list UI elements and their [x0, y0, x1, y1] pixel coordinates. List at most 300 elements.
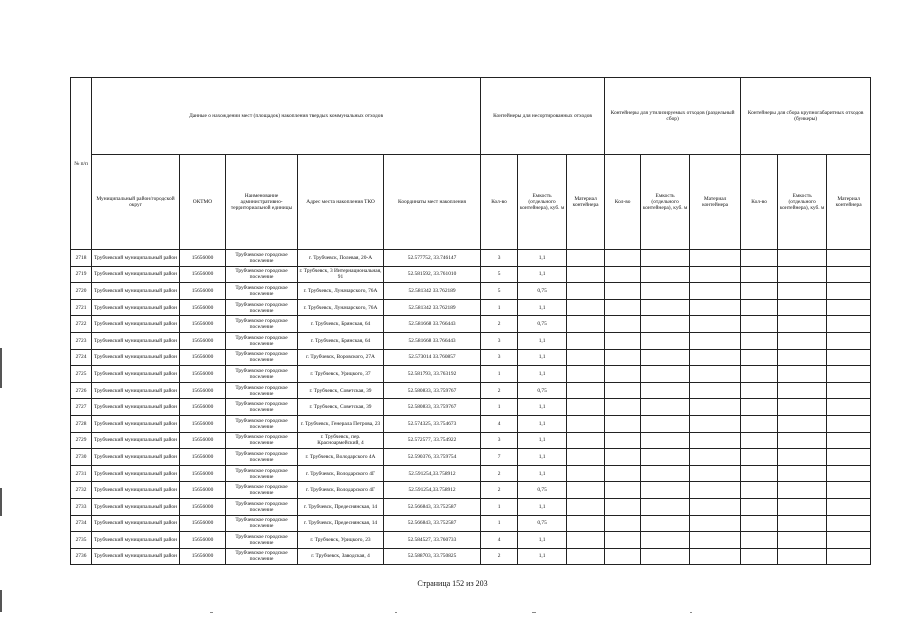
- address-cell: г. Трубчевск, 3 Интернациональная, 91: [298, 266, 384, 283]
- empty-cell: [778, 432, 827, 449]
- municipality-cell: Трубчевский муниципальный район: [92, 332, 180, 349]
- empty-cell: [605, 465, 641, 482]
- capacity-cell: 1,1: [518, 266, 567, 283]
- oktmo-cell: 15656000: [180, 266, 226, 283]
- qty-cell: 1: [481, 498, 518, 515]
- municipality-cell: Трубчевский муниципальный район: [92, 316, 180, 333]
- row-number: 2726: [71, 382, 92, 399]
- empty-cell: [741, 532, 778, 549]
- table-row: [71, 548, 871, 565]
- empty-cell: [741, 283, 778, 300]
- empty-cell: [827, 250, 871, 267]
- empty-cell: [567, 415, 605, 432]
- empty-cell: [827, 266, 871, 283]
- empty-cell: [827, 349, 871, 366]
- empty-cell: [641, 532, 690, 549]
- header-material-bulky: Материал контейнера: [827, 155, 871, 250]
- empty-cell: [827, 498, 871, 515]
- empty-cell: [567, 250, 605, 267]
- municipality-cell: Трубчевский муниципальный район: [92, 283, 180, 300]
- empty-cell: [778, 316, 827, 333]
- address-cell: г. Трубчевск, Генерала Петрова, 23: [298, 415, 384, 432]
- empty-cell: [605, 283, 641, 300]
- qty-cell: 3: [481, 432, 518, 449]
- empty-cell: [567, 299, 605, 316]
- empty-cell: [827, 299, 871, 316]
- coordinates-cell: 52.573014 33.760857: [384, 349, 481, 366]
- empty-cell: [827, 432, 871, 449]
- address-cell: г. Трубчевск, Заводская, 4: [298, 548, 384, 565]
- qty-cell: 1: [481, 515, 518, 532]
- row-number: 2728: [71, 415, 92, 432]
- empty-cell: [827, 382, 871, 399]
- qty-cell: 5: [481, 266, 518, 283]
- empty-cell: [741, 482, 778, 499]
- oktmo-cell: 15656000: [180, 515, 226, 532]
- oktmo-cell: 15656000: [180, 532, 226, 549]
- settlement-cell: Трубчевское городское поселение: [226, 449, 298, 466]
- empty-cell: [690, 399, 741, 416]
- table-row: [71, 482, 871, 499]
- empty-cell: [690, 449, 741, 466]
- municipality-cell: Трубчевский муниципальный район: [92, 366, 180, 383]
- empty-cell: [605, 399, 641, 416]
- empty-cell: [741, 332, 778, 349]
- capacity-cell: 1,1: [518, 548, 567, 565]
- municipality-cell: Трубчевский муниципальный район: [92, 432, 180, 449]
- row-number: 2721: [71, 299, 92, 316]
- settlement-cell: Трубчевское городское поселение: [226, 332, 298, 349]
- capacity-cell: 1,1: [518, 250, 567, 267]
- address-cell: г. Трубчевск, Предеснянская, 14: [298, 498, 384, 515]
- row-number: 2736: [71, 548, 92, 565]
- address-cell: г. Трубчевск, Предеснянская, 14: [298, 515, 384, 532]
- header-material-unsorted: Материал контейнера: [567, 155, 605, 250]
- address-cell: г. Трубчевск, Луначарского, 76А: [298, 299, 384, 316]
- capacity-cell: 1,1: [518, 399, 567, 416]
- coordinates-cell: 52.590376, 33.759754: [384, 449, 481, 466]
- empty-cell: [827, 532, 871, 549]
- empty-cell: [605, 532, 641, 549]
- header-bulky-containers: Контейнеры для сбора крупногабаритных отходов (бункеры): [741, 78, 871, 155]
- address-cell: г. Трубчевск, Полевая, 20-А: [298, 250, 384, 267]
- table-row: [71, 532, 871, 549]
- empty-cell: [641, 449, 690, 466]
- empty-cell: [605, 299, 641, 316]
- empty-cell: [567, 465, 605, 482]
- oktmo-cell: 15656000: [180, 316, 226, 333]
- coordinates-cell: 52.581342 33.762189: [384, 299, 481, 316]
- empty-cell: [741, 250, 778, 267]
- empty-cell: [567, 532, 605, 549]
- address-cell: г. Трубчевск, пер. Красноармейский, 4: [298, 432, 384, 449]
- settlement-cell: Трубчевское городское поселение: [226, 250, 298, 267]
- empty-cell: [690, 349, 741, 366]
- header-oktmo: ОКТМО: [180, 155, 226, 250]
- empty-cell: [690, 250, 741, 267]
- empty-cell: [641, 432, 690, 449]
- empty-cell: [567, 449, 605, 466]
- empty-cell: [778, 399, 827, 416]
- row-number: 2731: [71, 465, 92, 482]
- qty-cell: 3: [481, 250, 518, 267]
- empty-cell: [778, 465, 827, 482]
- empty-cell: [641, 283, 690, 300]
- table-row: [71, 366, 871, 383]
- address-cell: г. Трубчевск, Урицкого, 23: [298, 532, 384, 549]
- coordinates-cell: 52.588703, 33.750825: [384, 548, 481, 565]
- empty-cell: [741, 449, 778, 466]
- empty-cell: [741, 266, 778, 283]
- coordinates-cell: 52.577752, 33.746147: [384, 250, 481, 267]
- header-recyclable-containers: Контейнеры для утилизируемых отходов (раздельный сбор): [605, 78, 741, 155]
- municipality-cell: Трубчевский муниципальный район: [92, 250, 180, 267]
- empty-cell: [690, 482, 741, 499]
- empty-cell: [827, 482, 871, 499]
- header-unsorted-containers: Контейнеры для несортированных отходов: [481, 78, 605, 155]
- empty-cell: [827, 548, 871, 565]
- empty-cell: [567, 482, 605, 499]
- capacity-cell: 1,1: [518, 415, 567, 432]
- oktmo-cell: 15656000: [180, 548, 226, 565]
- empty-cell: [641, 465, 690, 482]
- capacity-cell: 1,1: [518, 299, 567, 316]
- empty-cell: [641, 415, 690, 432]
- empty-cell: [567, 366, 605, 383]
- empty-cell: [778, 332, 827, 349]
- settlement-cell: Трубчевское городское поселение: [226, 432, 298, 449]
- header-address: Адрес места накопления ТКО: [298, 155, 384, 250]
- empty-cell: [690, 366, 741, 383]
- empty-cell: [605, 515, 641, 532]
- header-settlement: Наименование административно-территориальной единицы: [226, 155, 298, 250]
- settlement-cell: Трубчевское городское поселение: [226, 316, 298, 333]
- address-cell: г. Трубчевск, Брянская, 64: [298, 316, 384, 333]
- empty-cell: [741, 465, 778, 482]
- empty-cell: [690, 548, 741, 565]
- empty-cell: [827, 316, 871, 333]
- oktmo-cell: 15656000: [180, 498, 226, 515]
- table-body: [71, 250, 871, 565]
- address-cell: г. Трубчевск, Советская, 39: [298, 382, 384, 399]
- settlement-cell: Трубчевское городское поселение: [226, 548, 298, 565]
- row-number: 2735: [71, 532, 92, 549]
- tko-registry-table: [70, 77, 871, 565]
- empty-cell: [641, 299, 690, 316]
- left-scan-edge: [0, 348, 2, 388]
- oktmo-cell: 15656000: [180, 415, 226, 432]
- oktmo-cell: 15656000: [180, 332, 226, 349]
- empty-cell: [741, 548, 778, 565]
- header-qty-bulky: Кол-во: [741, 155, 778, 250]
- municipality-cell: Трубчевский муниципальный район: [92, 498, 180, 515]
- empty-cell: [778, 382, 827, 399]
- table-row: [71, 515, 871, 532]
- empty-cell: [567, 382, 605, 399]
- table-row: [71, 465, 871, 482]
- qty-cell: 5: [481, 283, 518, 300]
- header-coordinates: Координаты мест накопления: [384, 155, 481, 250]
- header-site-data: Данные о нахождении мест (площадок) накопления твердых коммунальных отходов: [92, 78, 481, 155]
- header-capacity-recyclable: Емкость (отдельного контейнера), куб. м: [641, 155, 690, 250]
- oktmo-cell: 15656000: [180, 465, 226, 482]
- empty-cell: [778, 266, 827, 283]
- row-number: 2730: [71, 449, 92, 466]
- header-municipality: Муниципальный район/городской округ: [92, 155, 180, 250]
- empty-cell: [741, 299, 778, 316]
- settlement-cell: Трубчевское городское поселение: [226, 498, 298, 515]
- row-number: 2732: [71, 482, 92, 499]
- empty-cell: [641, 548, 690, 565]
- empty-cell: [641, 399, 690, 416]
- empty-cell: [778, 349, 827, 366]
- row-number: 2725: [71, 366, 92, 383]
- empty-cell: [778, 366, 827, 383]
- left-scan-edge: [0, 590, 2, 612]
- scan-artifact: [210, 612, 213, 613]
- coordinates-cell: 52.584527, 33.760733: [384, 532, 481, 549]
- oktmo-cell: 15656000: [180, 382, 226, 399]
- capacity-cell: 1,1: [518, 498, 567, 515]
- empty-cell: [741, 415, 778, 432]
- oktmo-cell: 15656000: [180, 449, 226, 466]
- coordinates-cell: 52.581793, 33.763192: [384, 366, 481, 383]
- empty-cell: [641, 332, 690, 349]
- address-cell: г. Трубчевск, Володарского 4Г: [298, 465, 384, 482]
- empty-cell: [567, 332, 605, 349]
- empty-cell: [827, 366, 871, 383]
- empty-cell: [778, 482, 827, 499]
- row-number: 2718: [71, 250, 92, 267]
- coordinates-cell: 52.581592, 33.761010: [384, 266, 481, 283]
- settlement-cell: Трубчевское городское поселение: [226, 299, 298, 316]
- empty-cell: [690, 283, 741, 300]
- settlement-cell: Трубчевское городское поселение: [226, 515, 298, 532]
- table-row: [71, 283, 871, 300]
- capacity-cell: 0,75: [518, 482, 567, 499]
- capacity-cell: 1,1: [518, 349, 567, 366]
- empty-cell: [641, 250, 690, 267]
- empty-cell: [741, 382, 778, 399]
- empty-cell: [605, 349, 641, 366]
- scan-artifact: [532, 612, 536, 613]
- empty-cell: [605, 498, 641, 515]
- empty-cell: [690, 382, 741, 399]
- empty-cell: [567, 399, 605, 416]
- empty-cell: [641, 349, 690, 366]
- oktmo-cell: 15656000: [180, 283, 226, 300]
- header-qty-recyclable: Кол-во: [605, 155, 641, 250]
- empty-cell: [641, 482, 690, 499]
- settlement-cell: Трубчевское городское поселение: [226, 482, 298, 499]
- empty-cell: [690, 299, 741, 316]
- row-number: 2724: [71, 349, 92, 366]
- empty-cell: [827, 449, 871, 466]
- oktmo-cell: 15656000: [180, 432, 226, 449]
- qty-cell: 3: [481, 349, 518, 366]
- empty-cell: [567, 515, 605, 532]
- empty-cell: [741, 432, 778, 449]
- oktmo-cell: 15656000: [180, 399, 226, 416]
- municipality-cell: Трубчевский муниципальный район: [92, 465, 180, 482]
- qty-cell: 2: [481, 316, 518, 333]
- table-row: [71, 399, 871, 416]
- empty-cell: [778, 250, 827, 267]
- settlement-cell: Трубчевское городское поселение: [226, 366, 298, 383]
- capacity-cell: 1,1: [518, 532, 567, 549]
- qty-cell: 4: [481, 415, 518, 432]
- left-scan-edge: [0, 488, 2, 516]
- table-row: [71, 250, 871, 267]
- coordinates-cell: 52.581668 33.766443: [384, 332, 481, 349]
- empty-cell: [827, 283, 871, 300]
- empty-cell: [567, 316, 605, 333]
- table-row: [71, 299, 871, 316]
- capacity-cell: 1,1: [518, 432, 567, 449]
- empty-cell: [605, 366, 641, 383]
- empty-cell: [778, 532, 827, 549]
- empty-cell: [567, 498, 605, 515]
- empty-cell: [741, 316, 778, 333]
- municipality-cell: Трубчевский муниципальный район: [92, 382, 180, 399]
- oktmo-cell: 15656000: [180, 299, 226, 316]
- qty-cell: 2: [481, 465, 518, 482]
- capacity-cell: 1,1: [518, 366, 567, 383]
- capacity-cell: 0,75: [518, 382, 567, 399]
- capacity-cell: 1,1: [518, 332, 567, 349]
- capacity-cell: 0,75: [518, 515, 567, 532]
- empty-cell: [690, 498, 741, 515]
- settlement-cell: Трубчевское городское поселение: [226, 415, 298, 432]
- row-number: 2729: [71, 432, 92, 449]
- municipality-cell: Трубчевский муниципальный район: [92, 449, 180, 466]
- header-capacity-unsorted: Емкость (отдельного контейнера), куб. м: [518, 155, 567, 250]
- empty-cell: [605, 548, 641, 565]
- table-row: [71, 316, 871, 333]
- qty-cell: 7: [481, 449, 518, 466]
- empty-cell: [690, 266, 741, 283]
- address-cell: г. Трубчевск, Луначарского, 76А: [298, 283, 384, 300]
- settlement-cell: Трубчевское городское поселение: [226, 349, 298, 366]
- empty-cell: [690, 532, 741, 549]
- empty-cell: [778, 299, 827, 316]
- empty-cell: [641, 366, 690, 383]
- empty-cell: [567, 432, 605, 449]
- empty-cell: [778, 548, 827, 565]
- municipality-cell: Трубчевский муниципальный район: [92, 399, 180, 416]
- municipality-cell: Трубчевский муниципальный район: [92, 349, 180, 366]
- coordinates-cell: 52.566843, 33.752587: [384, 515, 481, 532]
- header-material-recyclable: Материал контейнера: [690, 155, 741, 250]
- coordinates-cell: 52.591254,33.758912: [384, 482, 481, 499]
- settlement-cell: Трубчевское городское поселение: [226, 266, 298, 283]
- oktmo-cell: 15656000: [180, 366, 226, 383]
- row-number: 2722: [71, 316, 92, 333]
- empty-cell: [605, 415, 641, 432]
- oktmo-cell: 15656000: [180, 250, 226, 267]
- empty-cell: [827, 332, 871, 349]
- empty-cell: [641, 266, 690, 283]
- qty-cell: 2: [481, 382, 518, 399]
- empty-cell: [605, 482, 641, 499]
- empty-cell: [778, 283, 827, 300]
- empty-cell: [741, 515, 778, 532]
- empty-cell: [605, 316, 641, 333]
- header-capacity-bulky: Емкость (отдельного контейнера), куб. м: [778, 155, 827, 250]
- row-number: 2720: [71, 283, 92, 300]
- municipality-cell: Трубчевский муниципальный район: [92, 482, 180, 499]
- empty-cell: [641, 316, 690, 333]
- empty-cell: [605, 250, 641, 267]
- empty-cell: [605, 449, 641, 466]
- empty-cell: [690, 415, 741, 432]
- empty-cell: [827, 415, 871, 432]
- empty-cell: [690, 316, 741, 333]
- qty-cell: 4: [481, 532, 518, 549]
- table-row: [71, 415, 871, 432]
- empty-cell: [741, 349, 778, 366]
- empty-cell: [641, 498, 690, 515]
- empty-cell: [641, 382, 690, 399]
- table-row: [71, 432, 871, 449]
- oktmo-cell: 15656000: [180, 349, 226, 366]
- row-number: 2727: [71, 399, 92, 416]
- settlement-cell: Трубчевское городское поселение: [226, 532, 298, 549]
- empty-cell: [605, 266, 641, 283]
- empty-cell: [741, 366, 778, 383]
- header-number: № п/п: [71, 78, 92, 250]
- empty-cell: [567, 548, 605, 565]
- empty-cell: [605, 332, 641, 349]
- qty-cell: 1: [481, 366, 518, 383]
- scan-artifact: [690, 612, 692, 613]
- table-row: [71, 498, 871, 515]
- empty-cell: [827, 465, 871, 482]
- empty-cell: [778, 415, 827, 432]
- coordinates-cell: 52.580833, 33.759767: [384, 399, 481, 416]
- scan-artifact: [395, 612, 397, 613]
- municipality-cell: Трубчевский муниципальный район: [92, 415, 180, 432]
- header-qty-unsorted: Кол-во: [481, 155, 518, 250]
- settlement-cell: Трубчевское городское поселение: [226, 465, 298, 482]
- address-cell: г. Трубчевск, Володарского 4Г: [298, 482, 384, 499]
- row-number: 2719: [71, 266, 92, 283]
- address-cell: г. Трубчевск, Брянская, 64: [298, 332, 384, 349]
- empty-cell: [690, 332, 741, 349]
- qty-cell: 1: [481, 399, 518, 416]
- address-cell: г. Трубчевск, Урицкого, 37: [298, 366, 384, 383]
- coordinates-cell: 52.574325, 33.754673: [384, 415, 481, 432]
- qty-cell: 2: [481, 482, 518, 499]
- capacity-cell: 0,75: [518, 316, 567, 333]
- empty-cell: [690, 515, 741, 532]
- coordinates-cell: 52.566843, 33.752587: [384, 498, 481, 515]
- coordinates-cell: 52.572577, 33.754922: [384, 432, 481, 449]
- municipality-cell: Трубчевский муниципальный район: [92, 548, 180, 565]
- settlement-cell: Трубчевское городское поселение: [226, 283, 298, 300]
- table-row: [71, 382, 871, 399]
- empty-cell: [741, 498, 778, 515]
- settlement-cell: Трубчевское городское поселение: [226, 399, 298, 416]
- address-cell: г. Трубчевск, Воровского, 27А: [298, 349, 384, 366]
- coordinates-cell: 52.581342 33.762189: [384, 283, 481, 300]
- empty-cell: [605, 432, 641, 449]
- table-row: [71, 449, 871, 466]
- settlement-cell: Трубчевское городское поселение: [226, 382, 298, 399]
- table-row: [71, 349, 871, 366]
- table-row: [71, 266, 871, 283]
- table-row: [71, 332, 871, 349]
